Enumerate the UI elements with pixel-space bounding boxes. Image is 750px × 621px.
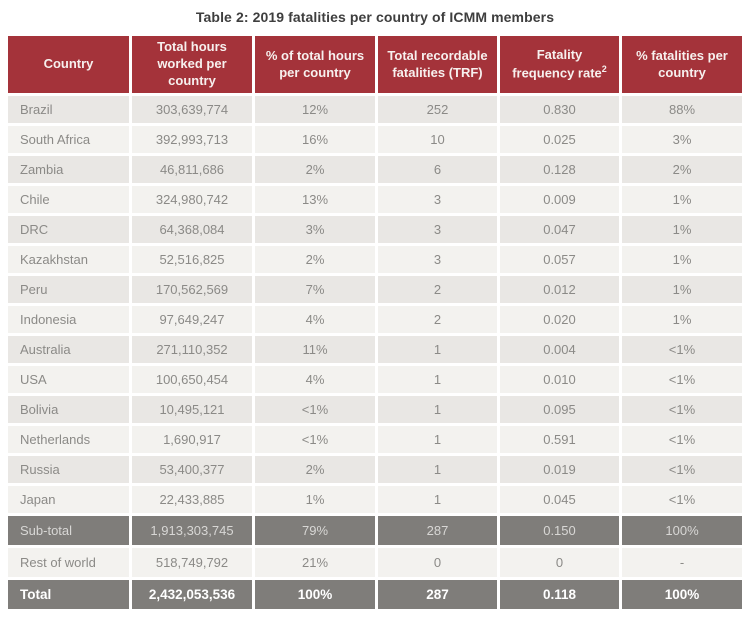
value-cell: 1% (255, 486, 375, 513)
value-cell: <1% (622, 396, 742, 423)
country-cell: Japan (8, 486, 129, 513)
value-cell: 1% (622, 306, 742, 333)
country-cell: Sub-total (8, 516, 129, 545)
value-cell: 271,110,352 (132, 336, 252, 363)
value-cell: 4% (255, 366, 375, 393)
value-cell: 3 (378, 246, 497, 273)
country-cell: DRC (8, 216, 129, 243)
country-cell: USA (8, 366, 129, 393)
value-cell: 88% (622, 96, 742, 123)
table-row (8, 336, 742, 363)
value-cell: 170,562,569 (132, 276, 252, 303)
value-cell: 6 (378, 156, 497, 183)
value-cell: 46,811,686 (132, 156, 252, 183)
value-cell: 0.025 (500, 126, 619, 153)
value-cell: 1% (622, 186, 742, 213)
table-row (8, 246, 742, 273)
value-cell: 79% (255, 516, 375, 545)
value-cell: 2% (255, 456, 375, 483)
table-row (8, 216, 742, 243)
value-cell: 303,639,774 (132, 96, 252, 123)
value-cell: 53,400,377 (132, 456, 252, 483)
value-cell: 0.004 (500, 336, 619, 363)
table-row (8, 456, 742, 483)
value-cell: 22,433,885 (132, 486, 252, 513)
value-cell: 100,650,454 (132, 366, 252, 393)
value-cell: 64,368,084 (132, 216, 252, 243)
value-cell: 10,495,121 (132, 396, 252, 423)
country-cell: Bolivia (8, 396, 129, 423)
country-cell: Peru (8, 276, 129, 303)
table-header (8, 36, 742, 93)
value-cell: <1% (622, 486, 742, 513)
table-row (8, 366, 742, 393)
value-cell: 252 (378, 96, 497, 123)
value-cell: 0.150 (500, 516, 619, 545)
value-cell: 3% (622, 126, 742, 153)
value-cell: 0.591 (500, 426, 619, 453)
summary-row-sub-total (8, 516, 742, 545)
value-cell: 3 (378, 186, 497, 213)
value-cell: 324,980,742 (132, 186, 252, 213)
table-row (8, 156, 742, 183)
value-cell: - (622, 548, 742, 577)
country-cell: Brazil (8, 96, 129, 123)
value-cell: 10 (378, 126, 497, 153)
value-cell: 7% (255, 276, 375, 303)
value-cell: 0 (378, 548, 497, 577)
value-cell: 0.010 (500, 366, 619, 393)
value-cell: 287 (378, 580, 497, 609)
header-row (8, 36, 742, 93)
value-cell: <1% (255, 396, 375, 423)
country-cell: South Africa (8, 126, 129, 153)
value-cell: 0.047 (500, 216, 619, 243)
value-cell: 100% (622, 580, 742, 609)
value-cell: <1% (622, 426, 742, 453)
value-cell: 16% (255, 126, 375, 153)
value-cell: 100% (255, 580, 375, 609)
value-cell: 4% (255, 306, 375, 333)
value-cell: 0.057 (500, 246, 619, 273)
value-cell: <1% (622, 366, 742, 393)
value-cell: 0.045 (500, 486, 619, 513)
value-cell: 2% (255, 156, 375, 183)
value-cell: 518,749,792 (132, 548, 252, 577)
value-cell: 2% (255, 246, 375, 273)
value-cell: 0.095 (500, 396, 619, 423)
value-cell: 1 (378, 366, 497, 393)
column-header-country: Country (8, 36, 129, 93)
value-cell: 1 (378, 336, 497, 363)
value-cell: 1% (622, 246, 742, 273)
value-cell: 2 (378, 276, 497, 303)
column-header-pct-hours: % of total hours per country (255, 36, 375, 93)
country-cell: Australia (8, 336, 129, 363)
table-row (8, 426, 742, 453)
table-row (8, 486, 742, 513)
table-row (8, 396, 742, 423)
value-cell: 0.830 (500, 96, 619, 123)
value-cell: 0.019 (500, 456, 619, 483)
table-body (8, 96, 742, 609)
value-cell: 1% (622, 216, 742, 243)
value-cell: 392,993,713 (132, 126, 252, 153)
value-cell: 1 (378, 396, 497, 423)
country-cell: Total (8, 580, 129, 609)
fatalities-table (5, 33, 745, 612)
value-cell: 0.012 (500, 276, 619, 303)
value-cell: 0.020 (500, 306, 619, 333)
summary-row-total (8, 580, 742, 609)
table-row (8, 96, 742, 123)
country-cell: Indonesia (8, 306, 129, 333)
value-cell: 0 (500, 548, 619, 577)
value-cell: 0.118 (500, 580, 619, 609)
country-cell: Russia (8, 456, 129, 483)
value-cell: 52,516,825 (132, 246, 252, 273)
value-cell: 97,649,247 (132, 306, 252, 333)
value-cell: <1% (622, 456, 742, 483)
value-cell: 1 (378, 426, 497, 453)
value-cell: 21% (255, 548, 375, 577)
column-header-pct-fatalities: % fatalities per country (622, 36, 742, 93)
value-cell: 2 (378, 306, 497, 333)
value-cell: <1% (255, 426, 375, 453)
value-cell: 1% (622, 276, 742, 303)
value-cell: 12% (255, 96, 375, 123)
value-cell: 13% (255, 186, 375, 213)
table-row (8, 186, 742, 213)
value-cell: 2,432,053,536 (132, 580, 252, 609)
summary-row-rest-of-world (8, 548, 742, 577)
country-cell: Chile (8, 186, 129, 213)
country-cell: Netherlands (8, 426, 129, 453)
column-header-total-hours: Total hours worked per country (132, 36, 252, 93)
country-cell: Rest of world (8, 548, 129, 577)
table-row (8, 276, 742, 303)
value-cell: 100% (622, 516, 742, 545)
value-cell: 11% (255, 336, 375, 363)
value-cell: 3% (255, 216, 375, 243)
column-header-frequency-rate: Fatality frequency rate$^2$ (500, 36, 619, 93)
value-cell: 0.128 (500, 156, 619, 183)
footnote-marker: 2 (601, 63, 607, 74)
value-cell: 2% (622, 156, 742, 183)
value-cell: 287 (378, 516, 497, 545)
table-row (8, 306, 742, 333)
value-cell: 1 (378, 456, 497, 483)
country-cell: Zambia (8, 156, 129, 183)
value-cell: 1,913,303,745 (132, 516, 252, 545)
value-cell: <1% (622, 336, 742, 363)
value-cell: 1,690,917 (132, 426, 252, 453)
table-title: Table 2: 2019 fatalities per country of ICMM members (195, 8, 555, 25)
table-row (8, 126, 742, 153)
value-cell: 0.009 (500, 186, 619, 213)
value-cell: 3 (378, 216, 497, 243)
value-cell: 1 (378, 486, 497, 513)
country-cell: Kazakhstan (8, 246, 129, 273)
column-header-trf: Total recordable fatalities (TRF) (378, 36, 497, 93)
